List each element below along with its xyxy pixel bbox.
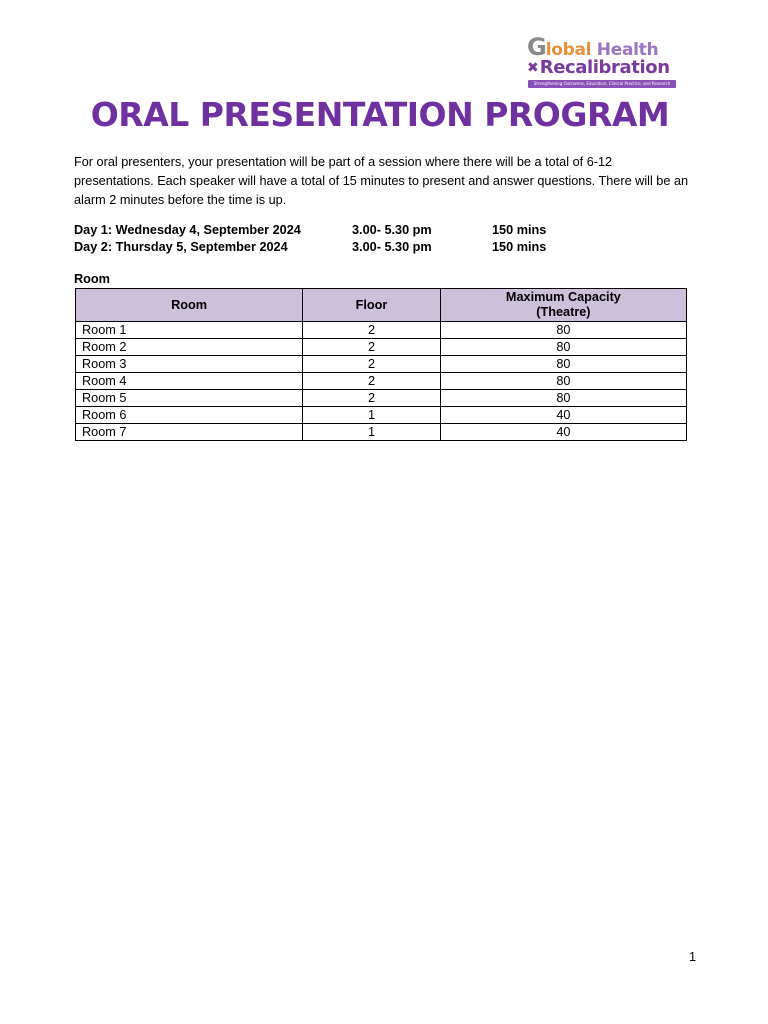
logo-line-2 (527, 56, 670, 80)
cell-room: Room 7 (76, 424, 303, 441)
table-row (76, 390, 687, 407)
table-row (76, 407, 687, 424)
schedule (74, 222, 694, 256)
table-row (76, 322, 687, 339)
header-floor: Floor (303, 289, 441, 322)
table-header-row (76, 289, 687, 322)
header-room: Room (76, 289, 303, 322)
schedule-row (74, 222, 694, 239)
cell-capacity: 80 (440, 373, 686, 390)
cell-capacity: 80 (440, 339, 686, 356)
page-number: 1 (688, 950, 696, 964)
cross-mark-icon: ✖ (527, 60, 539, 76)
cell-floor: 2 (303, 356, 441, 373)
cell-floor: 2 (303, 373, 441, 390)
cell-room: Room 3 (76, 356, 303, 373)
cell-floor: 2 (303, 322, 441, 339)
room-section-heading: Room (74, 272, 110, 286)
cell-floor: 2 (303, 339, 441, 356)
logo-letter-g: G (527, 33, 546, 61)
cell-floor: 1 (303, 424, 441, 441)
logo-word-health: Health (591, 40, 659, 60)
cell-room: Room 1 (76, 322, 303, 339)
schedule-duration: 150 mins (492, 240, 547, 254)
cell-floor: 1 (303, 407, 441, 424)
header-capacity (440, 289, 686, 322)
rooms-table (75, 288, 687, 441)
logo-word-recalibration: Recalibration (539, 57, 670, 78)
global-health-recalibration-logo (527, 34, 677, 88)
cell-capacity: 80 (440, 390, 686, 407)
schedule-day: Day 2: Thursday 5, September 2024 (74, 240, 288, 254)
schedule-row (74, 239, 694, 256)
cell-floor: 2 (303, 390, 441, 407)
cell-room: Room 6 (76, 407, 303, 424)
cell-room: Room 4 (76, 373, 303, 390)
logo-word-global: lobal (545, 40, 592, 60)
cell-room: Room 5 (76, 390, 303, 407)
table-row (76, 356, 687, 373)
cell-capacity: 40 (440, 407, 686, 424)
schedule-time: 3.00- 5.30 pm (352, 240, 432, 254)
logo-tagline: Strengthening Outcomes, Education, Clinical Practice, and Research (528, 80, 676, 88)
schedule-day: Day 1: Wednesday 4, September 2024 (74, 223, 301, 237)
table-row (76, 424, 687, 441)
cell-room: Room 2 (76, 339, 303, 356)
header-capacity-line-1: Maximum Capacity (505, 290, 621, 304)
header-capacity-line-2: (Theatre) (536, 305, 591, 319)
page-title: ORAL PRESENTATION PROGRAM (90, 95, 670, 134)
cell-capacity: 40 (440, 424, 686, 441)
table-row (76, 339, 687, 356)
schedule-duration: 150 mins (492, 223, 547, 237)
table-row (76, 373, 687, 390)
schedule-time: 3.00- 5.30 pm (352, 223, 432, 237)
cell-capacity: 80 (440, 356, 686, 373)
cell-capacity: 80 (440, 322, 686, 339)
intro-paragraph: For oral presenters, your presentation will be part of a session where there will be a total of 6-12 presentations. Each speaker will have a total of 15 minutes to present and answer questions. There will be an alarm 2 minutes before the time is up. (74, 155, 689, 207)
